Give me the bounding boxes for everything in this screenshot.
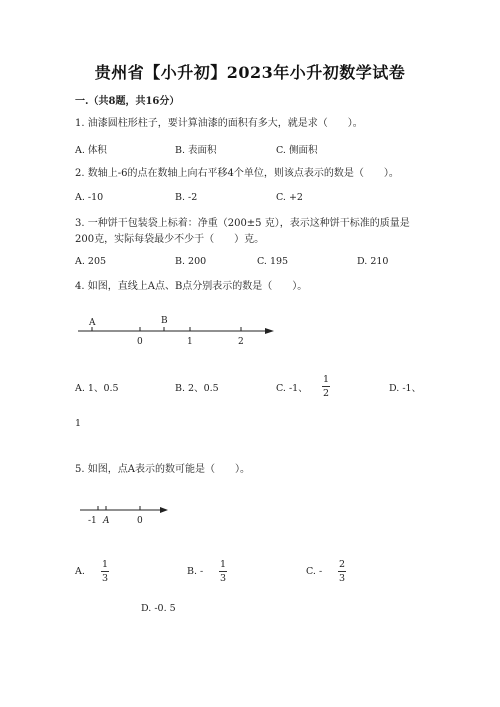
- question-3-option-d[interactable]: D. 210: [357, 256, 389, 267]
- tick-label-1: 1: [187, 337, 193, 347]
- question-5-option-b[interactable]: B. -: [187, 566, 204, 577]
- page-title: 贵州省【小升初】2023年小升初数学试卷: [94, 63, 406, 82]
- question-3-option-b[interactable]: B. 200: [175, 256, 207, 267]
- fraction-bar: [338, 571, 346, 572]
- question-4-option-b[interactable]: B. 2、0.5: [175, 383, 219, 394]
- tick-label-2: 2: [238, 337, 244, 347]
- question-2-option-c[interactable]: C. +2: [276, 192, 303, 203]
- fraction-bar: [101, 571, 109, 572]
- question-4-option-c[interactable]: C. -1、: [276, 383, 308, 394]
- question-4-option-d[interactable]: D. -1、: [389, 383, 422, 394]
- question-5-option-b-fraction: [217, 559, 229, 584]
- question-5-option-a[interactable]: A.: [75, 566, 85, 577]
- question-3-text-line1: 3. 一种饼干包装袋上标着：净重（200±5 克），表示这种饼干标准的质量是: [75, 218, 410, 229]
- fraction-denominator: 3: [219, 573, 227, 584]
- fraction-denominator: 2: [322, 388, 330, 399]
- point-label-a: A: [103, 516, 110, 526]
- arrow-head-icon: [265, 328, 274, 334]
- question-1-option-a[interactable]: A. 体积: [75, 145, 107, 156]
- question-5-option-d[interactable]: D. -0. 5: [141, 603, 176, 614]
- fraction-numerator: 2: [338, 559, 346, 570]
- question-1-text: 1. 油漆圆柱形柱子，要计算油漆的面积有多大，就是求（ ）。: [75, 118, 363, 129]
- tick-label-minus-1: -1: [88, 516, 97, 526]
- fraction-denominator: 3: [338, 573, 346, 584]
- section-heading: 一.（共8题，共16分）: [75, 96, 180, 107]
- tick-label-0: 0: [137, 516, 143, 526]
- fraction-bar: [322, 386, 330, 387]
- question-2-option-b[interactable]: B. -2: [175, 192, 198, 203]
- tick-label-0: 0: [137, 337, 143, 347]
- question-3-text-line2: 200克，实际每袋最少不少于（ ）克。: [75, 234, 265, 245]
- fraction-bar: [219, 571, 227, 572]
- question-5-number-line: [76, 502, 176, 530]
- question-5-text: 5. 如图，点A表示的数可能是（ ）。: [75, 464, 250, 475]
- question-4-number-line: [70, 310, 285, 350]
- question-5-option-a-fraction: [99, 559, 111, 584]
- question-4-option-d-continued: 1: [75, 418, 82, 429]
- question-3-option-c[interactable]: C. 195: [257, 256, 289, 267]
- arrow-head-icon: [160, 507, 168, 513]
- question-4-text: 4. 如图，直线上A点、B点分别表示的数是（ ）。: [75, 281, 308, 292]
- question-2-text: 2. 数轴上-6的点在数轴上向右平移4个单位，则该点表示的数是（ ）。: [75, 168, 399, 179]
- question-1-option-b[interactable]: B. 表面积: [175, 145, 217, 156]
- fraction-numerator: 1: [101, 559, 109, 570]
- question-1-option-c[interactable]: C. 侧面积: [276, 145, 318, 156]
- fraction-numerator: 1: [219, 559, 227, 570]
- question-5-option-c-fraction: [336, 559, 348, 584]
- question-3-option-a[interactable]: A. 205: [75, 256, 107, 267]
- question-4-option-c-fraction: [320, 374, 332, 399]
- question-2-option-a[interactable]: A. -10: [75, 192, 104, 203]
- point-label-a: A: [89, 318, 96, 328]
- question-5-option-c[interactable]: C. -: [306, 566, 323, 577]
- fraction-denominator: 3: [101, 573, 109, 584]
- fraction-numerator: 1: [322, 374, 330, 385]
- point-label-b: B: [161, 316, 168, 326]
- question-4-option-a[interactable]: A. 1、0.5: [75, 383, 119, 394]
